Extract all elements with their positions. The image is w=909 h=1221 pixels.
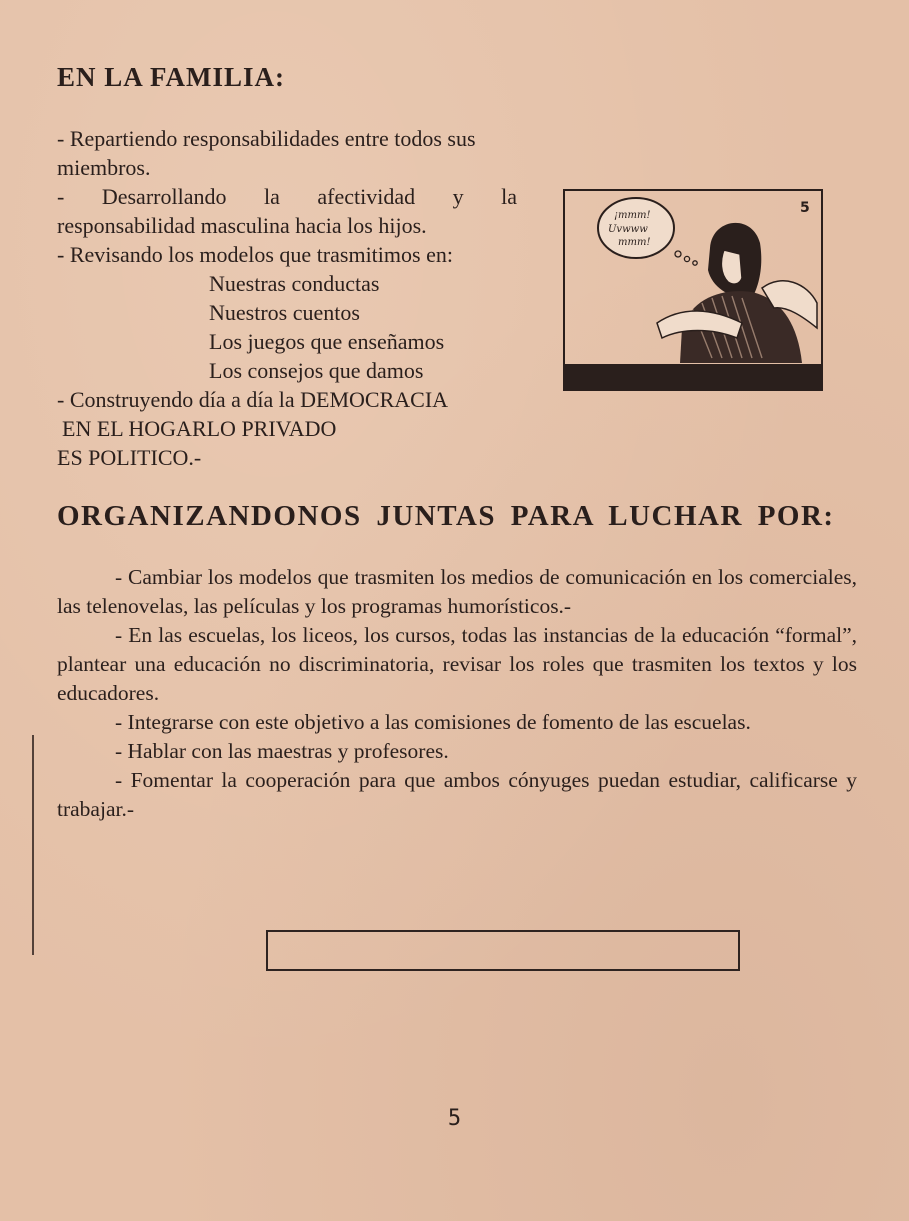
family-item-3: - Revisando los modelos que trasmitimos en: [57, 242, 453, 267]
woman-thinking-illustration-icon [562, 188, 824, 394]
family-item-2: - Desarrollando la afectividad y la [57, 184, 517, 209]
model-item: Los consejos que damos [209, 358, 424, 383]
heading-family: EN LA FAMILIA: [57, 62, 286, 92]
svg-text:mmm!: mmm! [618, 237, 651, 248]
model-item: Nuestros cuentos [209, 300, 360, 325]
margin-line [32, 735, 34, 955]
organize-item: - Hablar con las maestras y profesores. [115, 739, 449, 763]
comic-illustration [562, 188, 824, 394]
panel-number: 5 [800, 200, 810, 216]
svg-text:¡mmm!: ¡mmm! [614, 210, 651, 221]
model-item: Nuestras conductas [209, 271, 380, 296]
organize-item: - En las escuelas, los liceos, los cursos, todas las instancias de la educación “formal”, plantear una educación no discriminatoria, revisar los roles que trasmiten los textos y los educadores. [57, 623, 857, 705]
organize-item: - Cambiar los modelos que trasmiten los medios de comunicación en los comerciales, las telenovelas, las películas y los programas humorísticos.- [57, 565, 857, 618]
empty-text-box [266, 930, 740, 971]
page-number: 5 [447, 1106, 462, 1131]
organize-item: - Integrarse con este objetivo a las comisiones de fomento de las escuelas. [115, 710, 751, 734]
family-item-1: - Repartiendo responsabilidades entre todos sus miembros. [57, 126, 476, 180]
organize-item: - Fomentar la cooperación para que ambos cónyuges puedan estudiar, calificarse y trabajar.- [57, 768, 857, 821]
family-item-4: - Construyendo día a día la DEMOCRACIA [57, 387, 449, 412]
family-item-4-line2: EN EL HOGARLO PRIVADO [62, 416, 337, 441]
model-item: Los juegos que enseñamos [209, 329, 445, 354]
heading-organize: ORGANIZANDONOS JUNTAS PARA LUCHAR POR: [57, 500, 835, 532]
organize-list [57, 563, 857, 824]
family-item-2-cont: responsabilidad masculina hacia los hijos. [57, 213, 427, 238]
svg-text:Uvwww: Uvwww [608, 224, 648, 235]
family-list [57, 124, 517, 472]
family-item-4-line3: ES POLITICO.- [57, 445, 202, 470]
